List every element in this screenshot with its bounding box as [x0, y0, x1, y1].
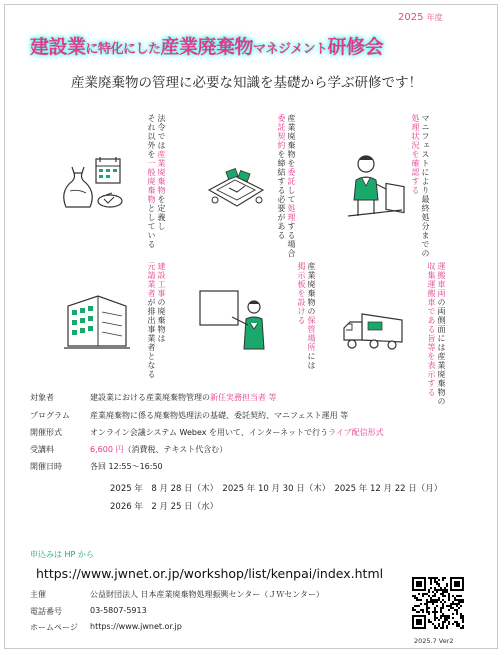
format-value: オンライン会議システム Webex を用いて、インターネットで行うライブ配信形式 — [90, 428, 384, 437]
page-title: 建設業に特化にした産業廃棄物マネジメント研修会 — [30, 36, 384, 58]
homepage-label: ホームページ — [30, 623, 78, 632]
fee-value: 6,600 円（消費税、テキスト代含む） — [90, 445, 228, 454]
host-value: 公益財団法人 日本産業廃棄物処理振興センター（ＪＷセンター） — [90, 590, 324, 599]
target-value: 建設業における産業廃棄物管理の新任実務担当者 等 — [90, 393, 277, 402]
topic-1-text: 法令では産業廃棄物を定義し それ以外を一般廃棄物としている — [147, 114, 166, 249]
fee-label: 受講料 — [30, 445, 54, 454]
handshake-contract-illustration — [205, 160, 267, 212]
host-label: 主催 — [30, 590, 46, 599]
program-value: 産業廃棄物に係る廃棄物処理法の基礎、委託契約、マニフェスト運用 等 — [90, 411, 349, 420]
dates-row-1: 2025 年 8 月 28 日（木） 2025 年 10 月 30 日（木） 2025 年 12 月 22 日（月） — [110, 484, 443, 494]
topic-3-text: マニフェストにより最終処分までの 処理状況を確認する — [411, 114, 430, 258]
date-time: 各回 12:55～16:50 — [90, 462, 163, 471]
homepage-link[interactable]: https://www.jwnet.or.jp — [90, 622, 182, 631]
signboard-presenter-illustration — [196, 287, 268, 353]
phone-label: 電話番号 — [30, 607, 62, 616]
qr-code[interactable] — [412, 577, 464, 633]
building-illustration — [64, 290, 130, 350]
topic-6-text: 運搬車両の両側面には産業廃棄物の 収集運搬車である旨等を表示する — [427, 262, 446, 406]
dates-row-2: 2026 年 2 月 25 日（水） — [110, 502, 219, 512]
format-label: 開催形式 — [30, 428, 62, 437]
workshop-url-link[interactable]: https://www.jwnet.or.jp/workshop/list/kenpai/index.html — [36, 566, 384, 581]
program-label: プログラム — [30, 411, 70, 420]
phone-value: 03-5807-5913 — [90, 606, 147, 615]
fiscal-year: 2025 年度 — [398, 12, 443, 23]
date-label: 開催日時 — [30, 462, 62, 471]
waste-truck-illustration — [340, 310, 404, 352]
topic-4-text: 建設工事の廃棄物は 元請業者が排出事業者となる — [147, 262, 166, 379]
person-at-computer-illustration — [344, 150, 406, 222]
waste-bag-calendar-illustration — [56, 155, 126, 215]
page-subtitle: 産業廃棄物の管理に必要な知識を基礎から学ぶ研修です！ — [71, 75, 422, 91]
version-label: 2025.7 Ver2 — [414, 637, 454, 645]
apply-note: 申込みは HP から — [30, 550, 94, 559]
target-label: 対象者 — [30, 393, 54, 402]
topic-5-text: 産業廃棄物の保管場所には 掲示板を設ける — [297, 262, 316, 370]
topic-2-text: 産業廃棄物を委託して処理する場合 委託契約を締結する必要がある — [277, 114, 296, 258]
